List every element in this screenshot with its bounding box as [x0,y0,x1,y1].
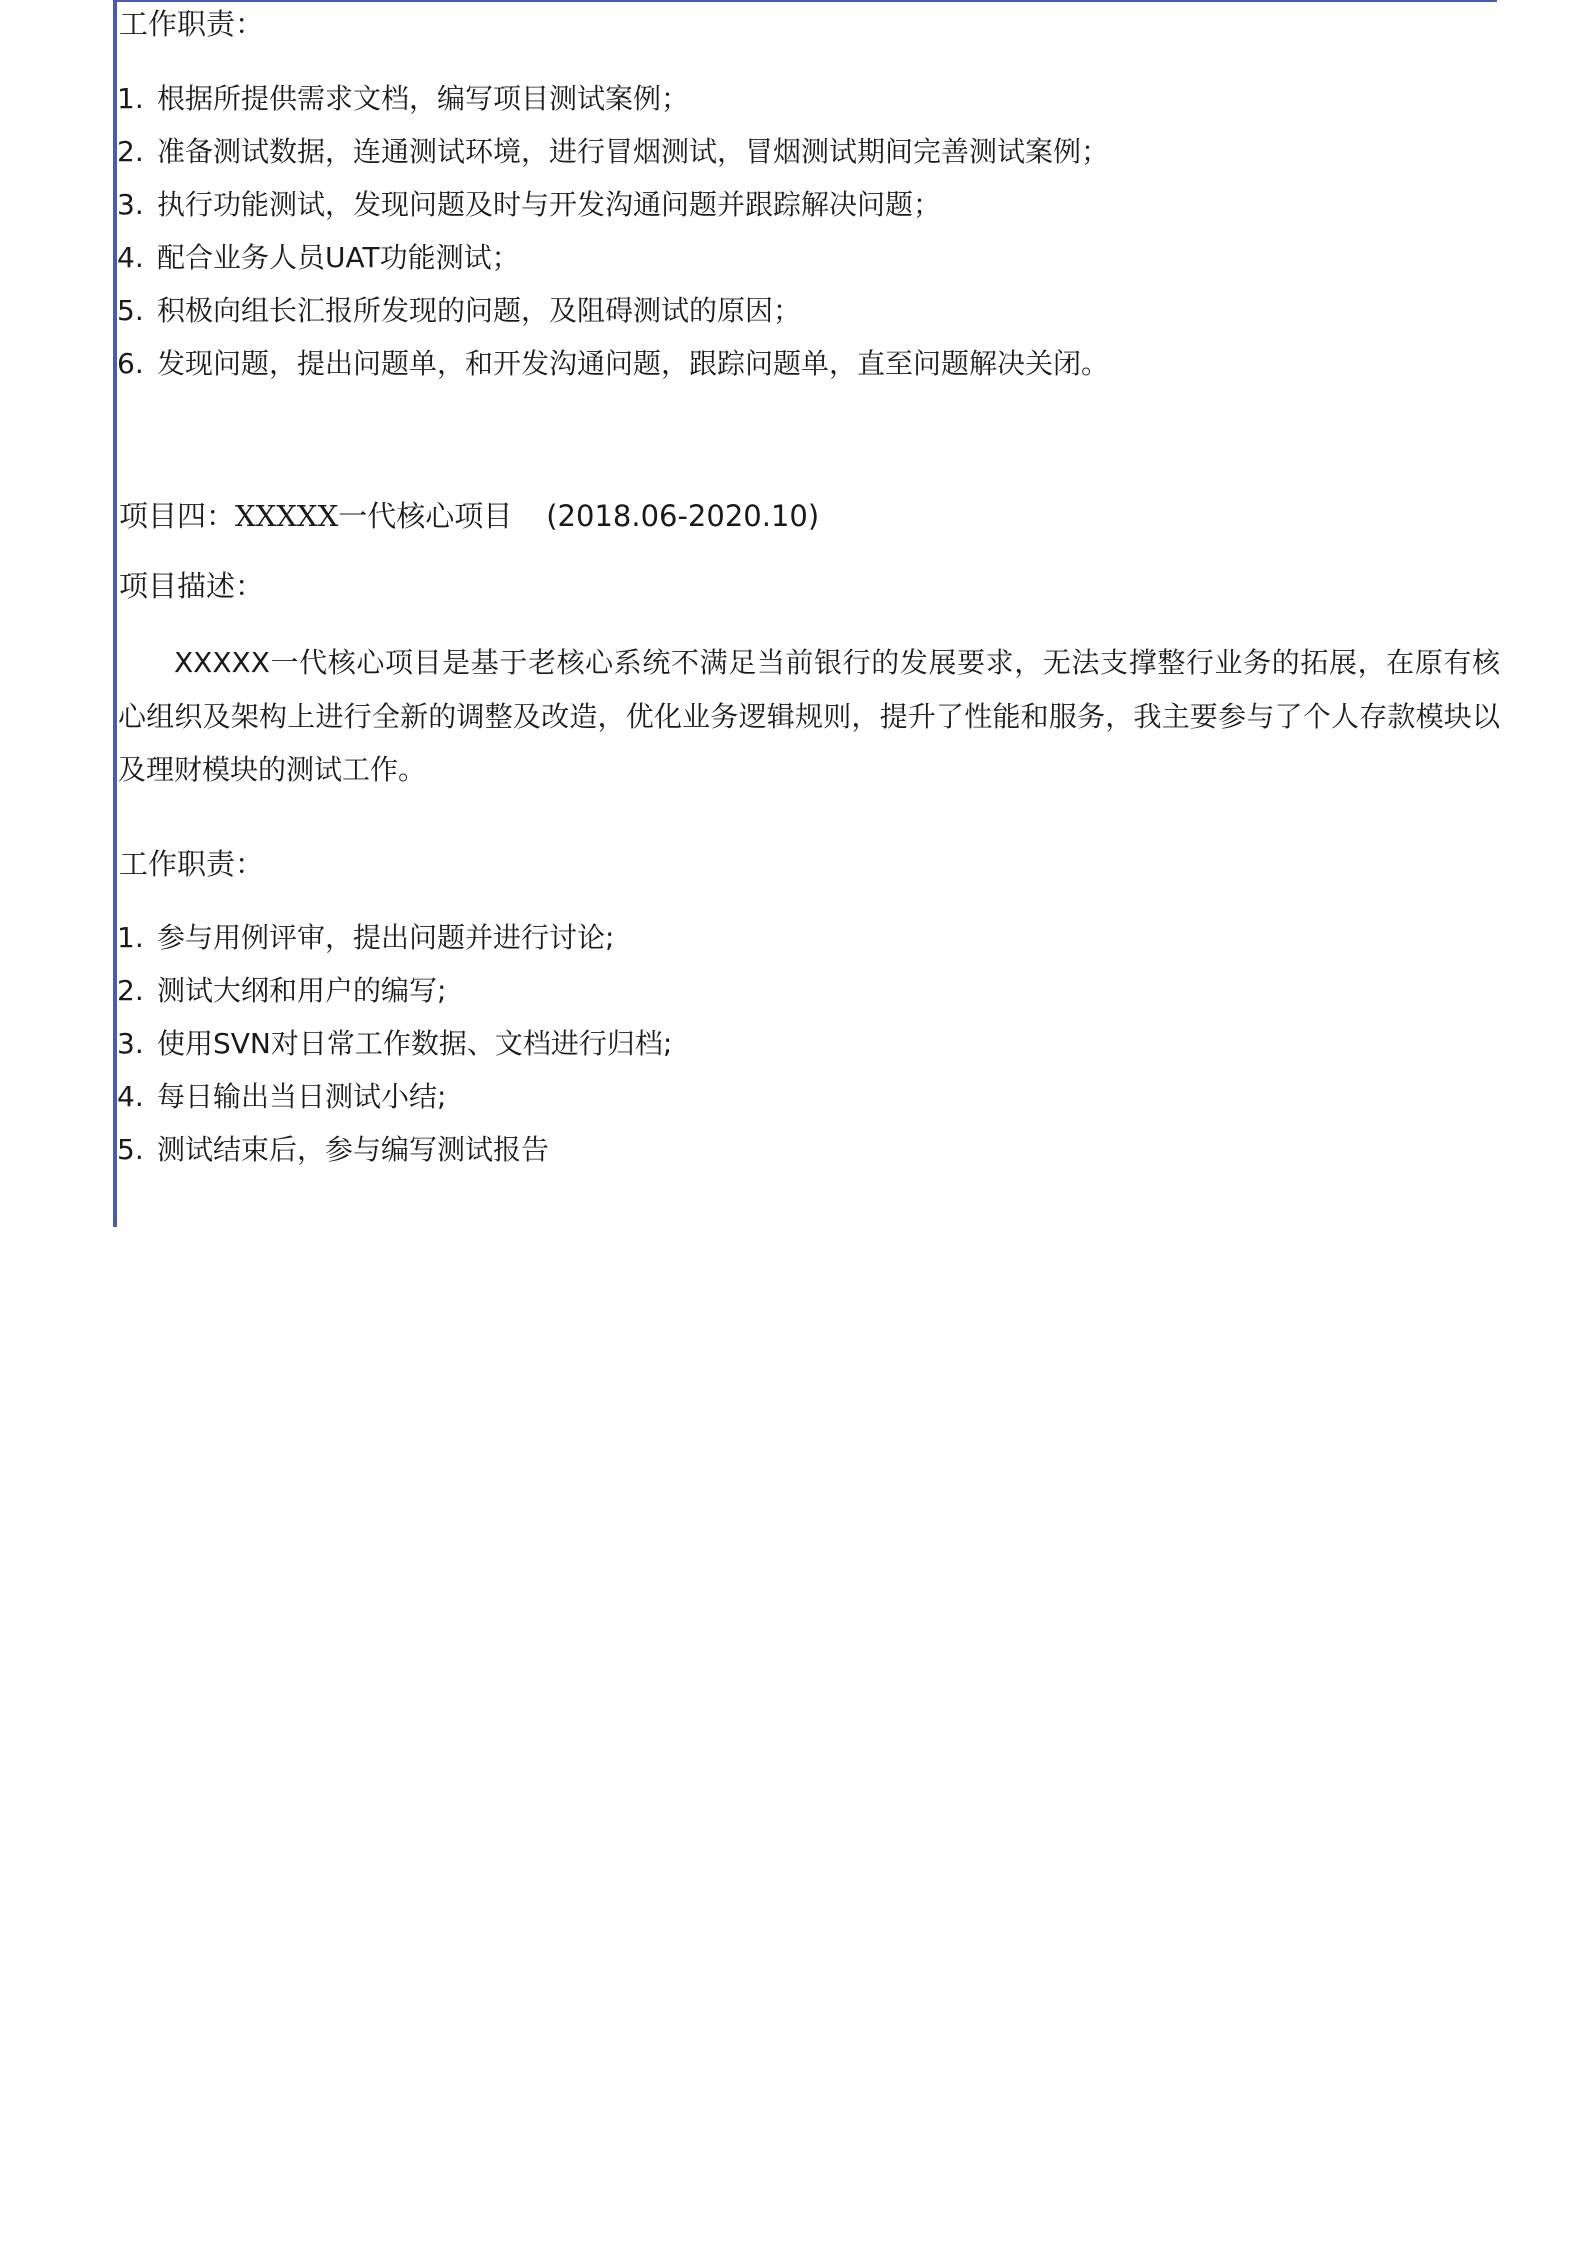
list-number: 3. [117,188,144,221]
project-description: XXXXX一代核心项目是基于老核心系统不满足当前银行的发展要求，无法支撑整行业务的拓展，在原有核心组织及架构上进行全新的调整及改造，优化业务逻辑规则，提升了性能和服务，我主要参与了个人存款模块以及理财模块的测试工作。 [118,646,1500,786]
list-text: 执行功能测试，发现问题及时与开发沟通问题并跟踪解决问题； [157,188,942,221]
list-text: 测试结束后，参与编写测试报告 [157,1133,550,1166]
duties-heading: 工作职责： [119,847,265,881]
list-number: 6. [117,347,144,380]
project-title [119,496,819,536]
list-number: 1. [117,82,144,115]
list-number: 4. [117,1080,144,1113]
list-item [117,1077,446,1117]
list-number: 2. [117,974,144,1007]
list-text: 准备测试数据，连通测试环境，进行冒烟测试，冒烟测试期间完善测试案例； [157,135,1110,168]
list-number: 5. [117,294,144,327]
list-text: 积极向组长汇报所发现的问题，及阻碍测试的原因； [157,294,802,327]
description-heading: 项目描述： [119,569,265,603]
list-text: 测试大纲和用户的编写; [157,974,447,1007]
list-text: 根据所提供需求文档，编写项目测试案例； [157,82,690,115]
list-item [117,918,614,958]
list-item [117,185,941,225]
list-number: 1. [117,921,144,954]
list-text: 使用SVN对日常工作数据、文档进行归档; [157,1027,673,1060]
list-item [117,132,1109,172]
project-dates: (2018.06-2020.10) [546,499,820,533]
list-item [117,971,446,1011]
list-item [117,291,801,331]
list-text: 每日输出当日测试小结; [157,1080,447,1113]
top-border-rule [116,0,1497,2]
list-item [117,1024,672,1064]
list-item [117,1130,549,1170]
list-number: 2. [117,135,144,168]
list-number: 3. [117,1027,144,1060]
list-number: 5. [117,1133,144,1166]
list-number: 4. [117,241,144,274]
project-title-text: 项目四：XXXXX一代核心项目 [119,499,513,533]
list-text: 发现问题，提出问题单，和开发沟通问题，跟踪问题单，直至问题解决关闭。 [157,347,1110,380]
list-text: 配合业务人员UAT功能测试； [157,241,520,274]
list-item [117,79,689,119]
list-item [117,344,1109,384]
duties-heading: 工作职责： [119,7,265,41]
list-text: 参与用例评审，提出问题并进行讨论; [157,921,615,954]
list-item [117,238,520,278]
